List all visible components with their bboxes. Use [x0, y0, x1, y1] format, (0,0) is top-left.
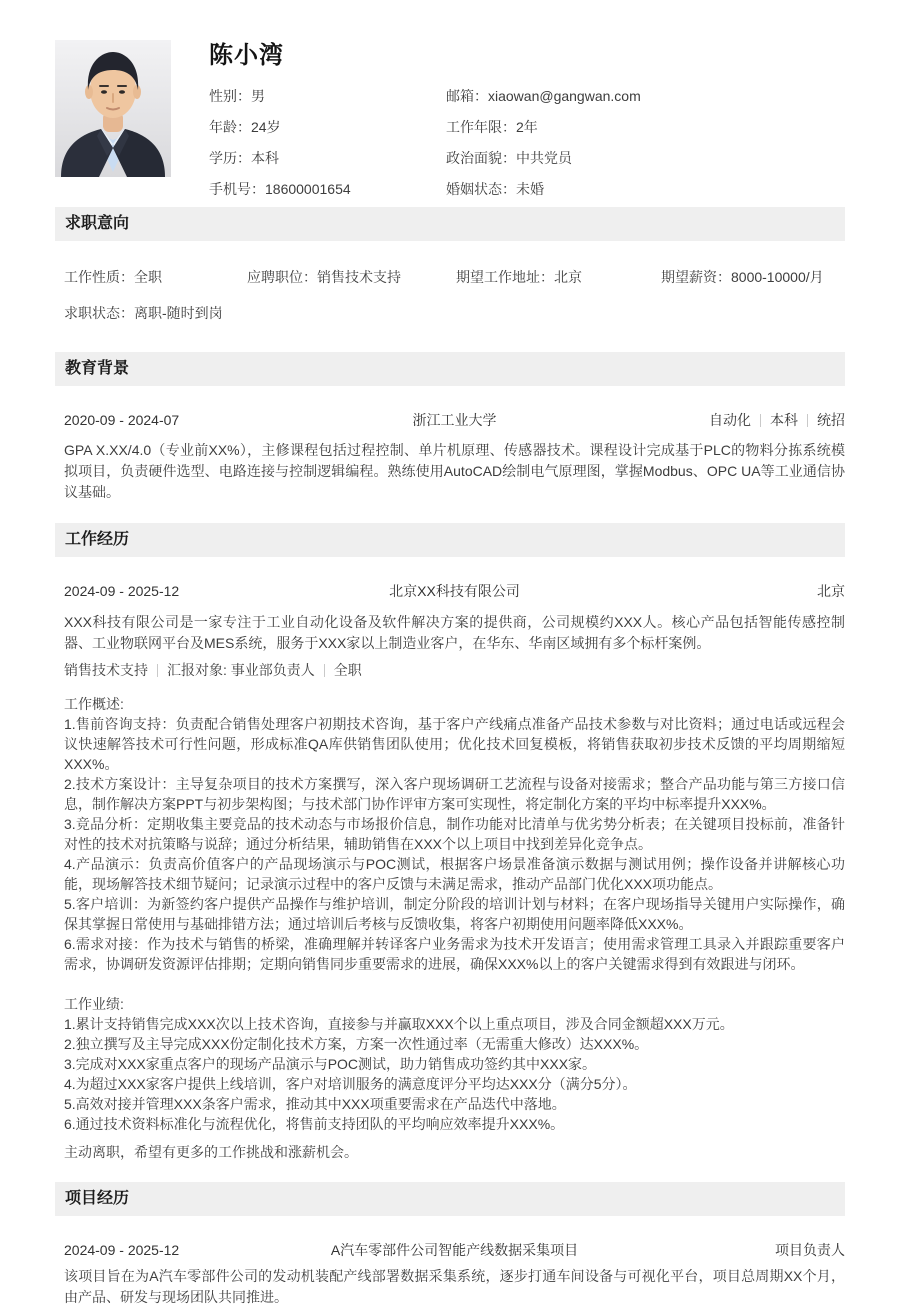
- work-overview-item: 5.客户培训：为新签约客户提供产品操作与维护培训，制定分阶段的培训计划与材料；在客户现场指导关键用户实际操作，确保其掌握日常使用与基础排错方法；通过培训后考核与反馈收集，将客户初期使用问题率降低XXX%。: [64, 896, 845, 932]
- field-value: 男: [251, 88, 265, 104]
- field-value: 未婚: [516, 181, 544, 197]
- work-achievement-item: 1.累计支持销售完成XXX次以上技术咨询，直接参与并赢取XXX个以上重点项目，涉及合同金额超XXX万元。: [64, 1016, 734, 1032]
- field-political-status: [446, 149, 845, 168]
- field-value: 本科: [251, 150, 279, 166]
- field-label: 期望工作地址：: [456, 269, 554, 285]
- field-label: 期望薪资：: [661, 269, 731, 285]
- resume-page: [0, 40, 900, 1308]
- project-row: [55, 1240, 845, 1260]
- divider-bar: [807, 414, 808, 427]
- field-marital-status: [446, 180, 845, 199]
- field-target-position: [247, 267, 456, 287]
- field-phone: [209, 180, 446, 199]
- field-target-city: [456, 267, 661, 287]
- field-label: 工作性质：: [64, 269, 134, 285]
- field-label: 应聘职位：: [247, 269, 317, 285]
- work-overview: [55, 694, 845, 974]
- divider-bar: [760, 414, 761, 427]
- job-intention-row-2: [55, 303, 845, 323]
- work-achievement-item: 3.完成对XXX家重点客户的现场产品演示与POC测试，助力销售成功签约其中XXX家。: [64, 1056, 597, 1072]
- education-school: 浙江工业大学: [412, 412, 497, 428]
- work-achievements-title: 工作业绩:: [64, 996, 124, 1012]
- position-title: 销售技术支持: [64, 662, 148, 678]
- section-title-education: 教育背景: [55, 352, 845, 386]
- field-label: 政治面貌：: [446, 150, 516, 166]
- field-value: 全职: [134, 269, 162, 285]
- education-period: 2020-09 - 2024-07: [64, 412, 180, 428]
- headshot-illustration: [55, 40, 171, 177]
- profile-photo: [55, 40, 171, 177]
- project-name: A汽车零部件公司智能产线数据采集项目: [330, 1242, 579, 1258]
- field-job-type: [64, 267, 247, 287]
- project-role: 项目负责人: [775, 1242, 845, 1258]
- employment-type: 全职: [333, 662, 362, 678]
- profile-info: [209, 40, 845, 197]
- field-value: 24岁: [251, 119, 281, 135]
- work-achievement-item: 2.独立撰写及主导完成XXX份定制化技术方案，方案一次性通过率（无需重大修改）达XXX%。: [64, 1036, 649, 1052]
- candidate-name: 陈小湾: [209, 42, 284, 69]
- field-value: 2年: [516, 119, 538, 135]
- field-label: 手机号：: [209, 181, 265, 197]
- field-expected-salary: [661, 267, 845, 287]
- work-overview-item: 2.技术方案设计：主导复杂项目的技术方案撰写，深入客户现场调研工艺流程与设备对接需求；整合产品功能与第三方接口信息，制作解决方案PPT与初步架构图；与技术部门协作评审方案可实现性，将定制化方案的平均中标率提升XXX%。: [64, 776, 845, 812]
- field-gender: [209, 87, 446, 106]
- field-work-years: [446, 118, 845, 137]
- work-period: 2024-09 - 2025-12: [64, 583, 180, 599]
- work-overview-item: 4.产品演示：负责高价值客户的产品现场演示与POC测试，根据客户场景准备演示数据与测试用例；操作设备并讲解核心功能，现场解答技术细节疑问；记录演示过程中的客户反馈与未满足需求，推动产品部门优化XXX项功能点。: [64, 856, 845, 892]
- field-value: xiaowan@gangwan.com: [488, 88, 641, 104]
- section-title-work-experience: 工作经历: [55, 523, 845, 557]
- education-description: GPA X.XX/4.0（专业前XX%），主修课程包括过程控制、单片机原理、传感器技术。课程设计完成基于PLC的物料分拣系统模拟项目，负责硬件选型、电路连接与控制逻辑编程。熟练使用AutoCAD绘制电气原理图，掌握Modbus、OPC UA等工业通信协议基础。: [64, 442, 845, 500]
- field-value: 18600001654: [265, 181, 351, 197]
- work-company: 北京XX科技有限公司: [389, 583, 520, 599]
- field-value: 北京: [554, 269, 582, 285]
- education-major: 自动化: [709, 412, 751, 428]
- field-degree: [209, 149, 446, 168]
- job-intention-row-1: [55, 267, 845, 287]
- divider-bar: [157, 664, 158, 677]
- field-age: [209, 118, 446, 137]
- field-label: 邮箱：: [446, 88, 488, 104]
- work-overview-title: 工作概述:: [64, 696, 124, 712]
- work-location: 北京: [817, 583, 845, 599]
- report-to: 汇报对象: 事业部负责人: [167, 662, 315, 678]
- field-label: 求职状态：: [64, 305, 134, 321]
- work-overview-item: 3.竞品分析：定期收集主要竞品的技术动态与市场报价信息，制作功能对比清单与优劣势分析表；在关键项目投标前，准备针对性的技术对抗策略与说辞；通过分析结果，辅助销售在XXX个以上项目中找到差异化竞争点。: [64, 816, 845, 852]
- education-row: [55, 410, 845, 430]
- field-label: 年龄：: [209, 119, 251, 135]
- position-row: [55, 660, 845, 680]
- leave-reason: 主动离职，希望有更多的工作挑战和涨薪机会。: [64, 1144, 358, 1160]
- field-email: [446, 87, 845, 106]
- work-achievement-item: 4.为超过XXX家客户提供上线培训，客户对培训服务的满意度评分平均达XXX分（满分5分）。: [64, 1076, 637, 1092]
- field-value: 8000-10000/月: [731, 269, 824, 285]
- project-description: 该项目旨在为A汽车零部件公司的发动机装配产线部署数据采集系统，逐步打通车间设备与可视化平台，项目总周期XX个月，由产品、研发与现场团队共同推进。: [64, 1268, 845, 1305]
- field-label: 工作年限：: [446, 119, 516, 135]
- field-value: 离职-随时到岗: [134, 305, 223, 321]
- work-achievement-item: 6.通过技术资料标准化与流程优化，将售前支持团队的平均响应效率提升XXX%。: [64, 1116, 565, 1132]
- work-achievement-item: 5.高效对接并管理XXX条客户需求，推动其中XXX项重要需求在产品迭代中落地。: [64, 1096, 566, 1112]
- project-period: 2024-09 - 2025-12: [64, 1242, 180, 1258]
- work-achievements: [55, 994, 845, 1134]
- profile-fields-grid: [209, 87, 845, 199]
- education-tags: [620, 410, 845, 430]
- field-value: 中共党员: [516, 150, 572, 166]
- company-intro: XXX科技有限公司是一家专注于工业自动化设备及软件解决方案的提供商，公司规模约XXX人。核心产品包括智能传感控制器、工业物联网平台及MES系统，服务于XXX家以上制造业客户，在华东、华南区域拥有多个标杆案例。: [64, 614, 845, 651]
- profile-header: [55, 40, 845, 197]
- section-title-project-experience: 项目经历: [55, 1182, 845, 1216]
- section-title-job-intention: 求职意向: [55, 207, 845, 241]
- field-label: 性别：: [209, 88, 251, 104]
- field-value: 销售技术支持: [317, 269, 401, 285]
- divider-bar: [324, 664, 325, 677]
- field-label: 婚姻状态：: [446, 181, 516, 197]
- field-label: 学历：: [209, 150, 251, 166]
- work-overview-item: 1.售前咨询支持：负责配合销售处理客户初期技术咨询，基于客户产线痛点准备产品技术参数与对比资料；通过电话或远程会议快速解答技术可行性问题，形成标准QA库供销售团队使用；优化技术回复模板，将销售获取初步技术反馈的平均周期缩短XXX%。: [64, 716, 845, 772]
- work-row: [55, 581, 845, 601]
- education-enrollment-type: 统招: [817, 412, 845, 428]
- field-job-status: [64, 305, 223, 321]
- education-degree: 本科: [770, 412, 798, 428]
- work-overview-item: 6.需求对接：作为技术与销售的桥梁，准确理解并转译客户业务需求为技术开发语言；使用需求管理工具录入并跟踪重要客户需求，协调研发资源评估排期；定期向销售同步重要需求的进展，确保XXX%以上的客户关键需求得到有效跟进与闭环。: [64, 936, 845, 972]
